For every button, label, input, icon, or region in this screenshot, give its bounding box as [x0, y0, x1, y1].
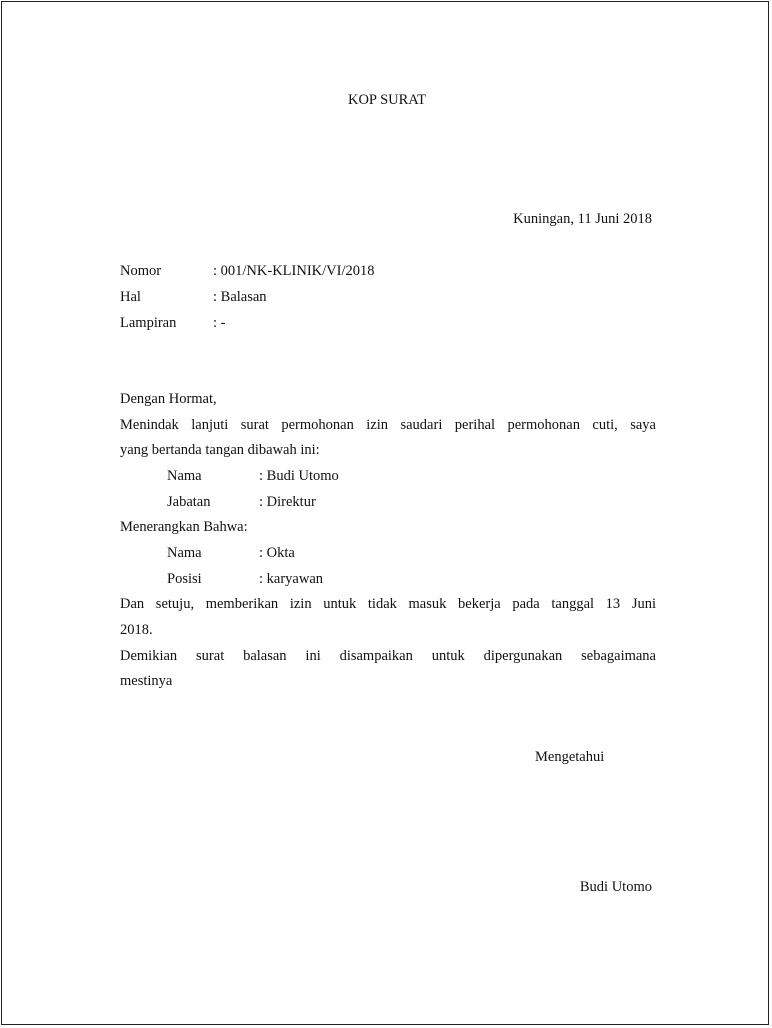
- place-date: Kuningan, 11 Juni 2018: [513, 211, 652, 227]
- acknowledged-label: Mengetahui: [535, 749, 605, 765]
- signatory-position-label: Jabatan: [167, 494, 211, 510]
- signatory-position-value: : Direktur: [259, 494, 316, 510]
- letter-page: [1, 1, 769, 1025]
- subject-position-value: : karyawan: [259, 571, 324, 587]
- letterhead-title: KOP SURAT: [347, 92, 427, 108]
- subject-name-value: : Okta: [259, 545, 295, 561]
- intro-line-2: yang bertanda tangan dibawah ini:: [120, 442, 320, 458]
- subject-position-label: Posisi: [167, 571, 202, 587]
- approval-line-2: 2018.: [120, 622, 153, 638]
- intro-line-1: Menindak lanjuti surat permohonan izin saudari perihal permohonan cuti, saya: [120, 417, 656, 433]
- closing-line-2: mestinya: [120, 673, 173, 689]
- meta-label-hal: Hal: [120, 289, 141, 305]
- meta-value-nomor: : 001/NK-KLINIK/VI/2018: [213, 263, 375, 279]
- meta-label-nomor: Nomor: [120, 263, 162, 279]
- greeting: Dengan Hormat,: [120, 391, 217, 407]
- statement-heading: Menerangkan Bahwa:: [120, 519, 248, 535]
- signatory-name-label: Nama: [167, 468, 202, 484]
- signer-name: Budi Utomo: [579, 879, 652, 895]
- meta-label-lampiran: Lampiran: [120, 315, 177, 331]
- signatory-name-value: : Budi Utomo: [259, 468, 339, 484]
- meta-value-lampiran: : -: [213, 315, 226, 331]
- meta-value-hal: : Balasan: [213, 289, 267, 305]
- subject-name-label: Nama: [167, 545, 202, 561]
- approval-line-1: Dan setuju, memberikan izin untuk tidak masuk bekerja pada tanggal 13 Juni: [120, 596, 656, 612]
- closing-line-1: Demikian surat balasan ini disampaikan untuk dipergunakan sebagaimana: [120, 648, 656, 664]
